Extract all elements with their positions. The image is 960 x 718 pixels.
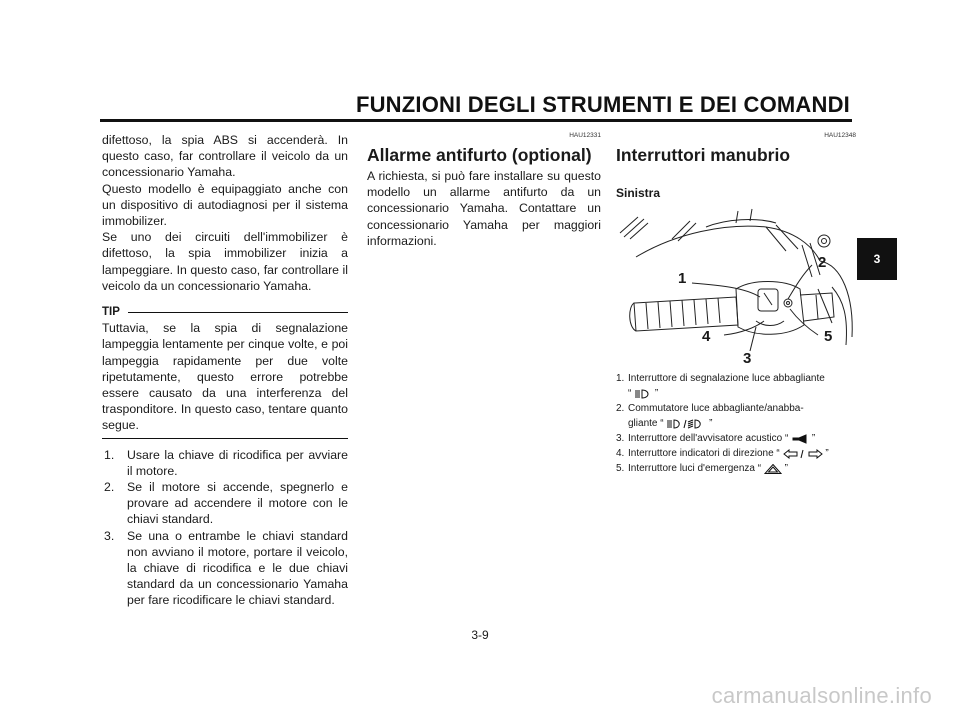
list-item: 3. Se una o entrambe le chiavi standard non avviano il motore, portare il veicolo, la chiave di ricodifica e le due chiavi standard da un concessionario Yamaha per fare ricodificare le chiavi standard. <box>104 528 348 608</box>
tip-rule <box>128 312 348 313</box>
callout-5: 5 <box>824 328 833 346</box>
section-code: HAU12348 <box>824 132 856 139</box>
list-item: 1. Interruttore di segnalazione luce abbagliante “ ” <box>616 373 825 400</box>
tip-text: Tuttavia, se la spia di segnalazione lampeggia lentamente per cinque volte, e poi lampeggia rapidamente per due volte ripetutamente, questo errore potrebbe essere causato da una interferenza del trasponditore. In questo caso, tentare quanto segue. <box>102 321 348 433</box>
list-item: 2. Commutatore luce abbagliante/anabba- gliante “ ” <box>616 403 804 430</box>
section-title-handlebar-switches: Interruttori manubrio <box>616 145 791 165</box>
tip-heading <box>102 304 348 320</box>
callout-4: 4 <box>702 328 711 346</box>
list-item: 1. Usare la chiave di ricodifica per avviare il motore. <box>104 447 348 478</box>
watermark: carmanualsonline.info <box>711 683 932 708</box>
list-item: 5. Interruttore luci d'emergenza “ ” <box>616 463 788 475</box>
tip-end-rule <box>102 438 348 439</box>
subsection-left: Sinistra <box>616 186 661 200</box>
paragraph-alarm: A richiesta, si può fare installare su questo modello un allarme antifurto da un concessionario Yamaha. Contattare un concessionario Yamaha per maggiori informazioni. <box>367 169 601 248</box>
paragraph-immobilizer: Se uno dei circuiti dell'immobilizer è difettoso, la spia immobilizer inizia a lampeggiare. In questo caso, far controllare il veicolo da un concessionario Yamaha. <box>102 230 348 293</box>
paragraph-abs: difettoso, la spia ABS si accenderà. In questo caso, far controllare il veicolo da un concessionario Yamaha. <box>102 133 348 180</box>
dimmer-icon <box>666 419 706 429</box>
chapter-tab: 3 <box>857 238 897 280</box>
paragraph-self-diagnosis: Questo modello è equipaggiato anche con un dispositivo di autodiagnosi per il sistema immobilizer. <box>102 181 348 229</box>
column-right <box>616 132 856 476</box>
callout-3: 3 <box>743 350 752 368</box>
hazard-icon <box>764 464 782 474</box>
handlebar-drawing <box>616 205 856 368</box>
list-item: 4. Interruttore indicatori di direzione “ ” <box>616 448 829 460</box>
list-item: 2. Se il motore si accende, spegnerlo e provare ad accendere il motore con le chiavi standard. <box>104 480 348 527</box>
column-left <box>102 132 348 609</box>
handlebar-illustration <box>616 205 856 368</box>
list-item: 3. Interruttore dell'avvisatore acustico “ ” <box>616 433 816 445</box>
page-number: 3-9 <box>471 628 489 642</box>
section-code: HAU12331 <box>569 132 601 139</box>
horn-icon <box>791 434 809 444</box>
callout-2: 2 <box>818 254 827 272</box>
steps-list <box>102 447 348 609</box>
section-title-alarm: Allarme antifurto (optional) <box>367 145 592 165</box>
column-middle <box>367 132 601 249</box>
page-header-title: FUNZIONI DEGLI STRUMENTI E DEI COMANDI <box>355 92 850 117</box>
header-rule <box>100 119 852 122</box>
callout-1: 1 <box>678 270 687 288</box>
turn-signal-icon <box>783 449 823 459</box>
tip-label: TIP <box>102 306 120 319</box>
high-beam-icon <box>634 389 652 399</box>
figure-legend <box>616 371 856 476</box>
